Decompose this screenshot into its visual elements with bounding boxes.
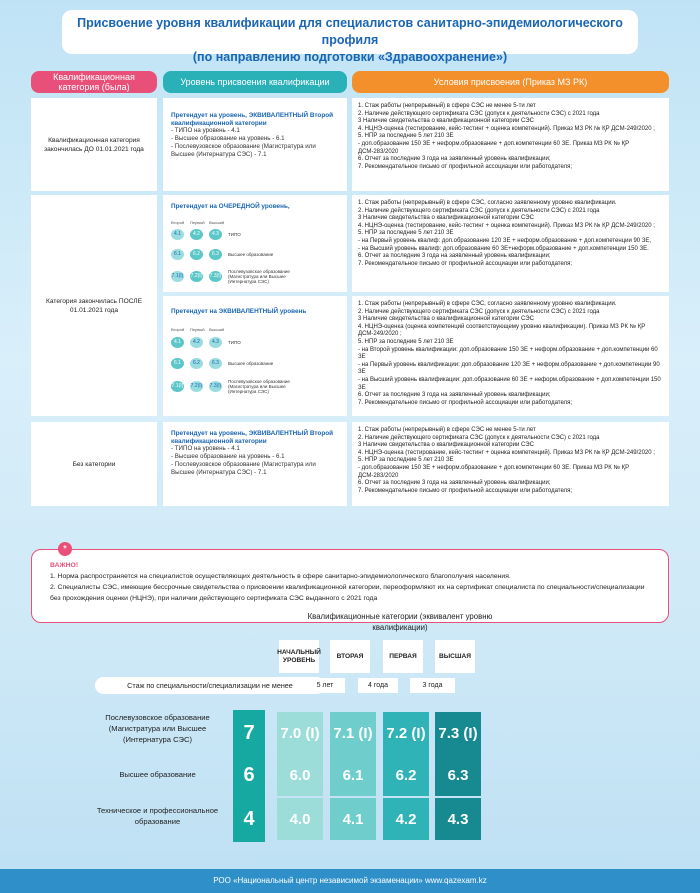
row1-level-title: Претендует на уровень, ЭКВИВАЛЕНТНЫЙ Второй квалификационной категории — [171, 112, 334, 127]
mini-dot: 6.1 — [171, 249, 184, 260]
mini-row — [171, 249, 339, 260]
mini-dot: 6.3 — [209, 358, 222, 369]
mini-dot: 6.2 — [190, 249, 203, 260]
mini-header-col: Высший — [209, 326, 225, 332]
matrix-cell: 4.1 — [330, 798, 376, 840]
row2-level-equiv — [163, 296, 347, 416]
header-conditions: Условия присвоения (Приказ МЗ РК) — [352, 71, 669, 93]
mini-header-col: Первый — [190, 219, 205, 225]
header-level: Уровень присвоения квалификации — [163, 71, 347, 93]
mini-row — [171, 358, 339, 369]
mini-dot: 7.2(I) — [190, 271, 203, 282]
row3-level-title: Претендует на уровень, ЭКВИВАЛЕНТНЫЙ Второй квалификационной категории — [171, 430, 334, 445]
mini-header-col: Второй — [171, 326, 185, 332]
level-badge: 7 — [233, 710, 265, 756]
stage-label: Стаж по специальности/специализации не менее — [95, 677, 325, 694]
mini-label: ТИПО — [228, 232, 241, 238]
row3-level-item: - Высшее образование на уровень - 6.1 — [171, 453, 285, 461]
note-heading: ВАЖНО! — [50, 562, 79, 569]
matrix-cell: 6.1 — [330, 754, 376, 796]
row3-level — [163, 422, 347, 506]
col-header-initial: НАЧАЛЬНЫЙ УРОВЕНЬ — [279, 640, 319, 673]
page-title — [62, 10, 638, 64]
years-badge: 3 года — [410, 678, 455, 693]
row3-level-item: - ТИПО на уровень - 4.1 — [171, 445, 240, 453]
matrix-cell: 6.2 — [383, 754, 429, 796]
mini-row — [171, 269, 339, 284]
mini-dot: 4.3 — [209, 229, 222, 240]
header-category: Квалификационная категория (была) — [31, 71, 157, 93]
row2-next-title: Претендует на ОЧЕРЕДНОЙ уровень, — [171, 203, 290, 210]
row1-conditions: 1. Стаж работы (непрерывный) в сфере СЭС не менее 5-ти лет 2. Наличие действующего сертификата СЭС (допуск к деятельности СЭС) с 2021 года 3 Наличие свидетельства о квалификационной категории СЭС 4. НЦНЭ-оценка (тестирование, кейс-тестинг + оценка компетенций). Приказ МЗ РК № ҚР ДСМ-249/2020 ; 5. НПР за последние 5 лет 210 ЗЕ - доп.образование 150 ЗЕ + неформ.образование + доп.компетенции 60 ЗЕ. Приказ МЗ РК № ҚР ДСМ-283/2020 6. Отчет за последние 3 года на заявленный уровень квалификации; 7. Рекомендательное письмо от профильной ассоциации или работодателя; — [352, 98, 669, 191]
row1-level — [163, 98, 347, 191]
row2-category — [31, 195, 157, 416]
matrix-cell: 4.0 — [277, 798, 323, 840]
mini-dot: 7.3(I) — [209, 381, 222, 392]
row3-level-item: - Послевузовское образование (Магистратура или Высшее (Интернатура СЭС) - 7.1 — [171, 461, 316, 477]
matrix-cell: 6.0 — [277, 754, 323, 796]
mini-label: Высшее образование — [228, 252, 274, 258]
row1-category-text: Квалификационная категория закончилась ДО 01.01.2021 года — [44, 136, 144, 153]
row1-category — [31, 98, 157, 191]
col-header-second: ВТОРАЯ — [330, 640, 370, 673]
mini-dot: 4.1 — [171, 229, 184, 240]
row2-level-next — [163, 195, 347, 292]
note-paragraph-2: 2. Специалисты СЭС, имеющие бессрочные свидетельства о присвоении квалификационной категории, переоформляют их на сертификат специалиста по специальности/специализации без прохождения оценки (НЦНЭ), при наличии действующего сертификата СЭС выданного с 2021 года — [50, 584, 645, 602]
mini-dot: 4.1 — [171, 337, 184, 348]
mini-header — [171, 219, 339, 227]
mini-header-col: Высший — [209, 219, 225, 225]
matrix-cell: 6.3 — [435, 754, 481, 796]
level-badge: 4 — [233, 796, 265, 842]
matrix-row-label: Техническое и профессиональное образование — [96, 806, 219, 826]
matrix-cell: 4.3 — [435, 798, 481, 840]
mini-dot: 7.2(I) — [190, 381, 203, 392]
asterisk-icon: * — [58, 542, 72, 556]
mini-label: ТИПО — [228, 340, 241, 346]
mini-label: Послевузовское образование (Магистратура или Высшее (Интернатура СЭС) — [228, 269, 290, 285]
mini-dot: 7.1(I) — [171, 381, 184, 392]
row2-category-text: Категория закончилась ПОСЛЕ 01.01.2021 года — [46, 297, 142, 314]
mini-dot: 6.1 — [171, 358, 184, 369]
col-header-highest: ВЫСШАЯ — [435, 640, 475, 673]
years-badge: 5 лет — [305, 678, 345, 693]
mini-row — [171, 229, 339, 240]
row3-category — [31, 422, 157, 506]
title-line-1: Присвоение уровня квалификации для специалистов санитарно-эпидемиологического профиля — [77, 16, 623, 47]
note-paragraph-1: 1. Норма распространяется на специалистов осуществляющих деятельность в сфере санитарно-эпидемиологического благополучия населения. — [50, 573, 511, 580]
row2-next-conditions: 1. Стаж работы (непрерывный) в сфере СЭС, согласно заявленному уровню квалификации. 2. Наличие действующего сертификата СЭС (допуск к деятельности СЭС) с 2021 года 3 Наличие свидетельства о квалификационной категории СЭС 4. НЦНЭ-оценка (тестирование, кейс-тестинг + оценка компетенций). Приказ МЗ РК № ҚР ДСМ-249/2020 ; 5. НПР за последние 5 лет 210 ЗЕ - на Первый уровень квалиф: доп.образование 120 ЗЕ + неформ.образование + доп.компетенции 90 ЗЕ, - на Высший уровень квалиф: доп.образование 60 ЗЕ+неформ.образование + доп.компетенции 150 ЗЕ. 6. Отчет за последние 3 года на заявленный уровень квалификации; 7. Рекомендательное письмо от профильной ассоциации или работодателя; — [352, 195, 669, 292]
mini-dot: 4.2 — [190, 337, 203, 348]
mini-header-col: Второй — [171, 219, 185, 225]
mini-label: Послевузовское образование (Магистратура или Высшее (Интернатура СЭС) — [228, 379, 290, 395]
row1-level-item: - ТИПО на уровень - 4.1 — [171, 127, 240, 135]
mini-dot: 4.2 — [190, 229, 203, 240]
row1-level-item: - Послевузовское образование (Магистратура или Высшее (Интернатура СЭС) - 7.1 — [171, 143, 316, 159]
mini-label: Высшее образование — [228, 361, 274, 367]
matrix-row-label: Высшее образование — [119, 770, 196, 779]
matrix-cell: 7.0 (I) — [277, 712, 323, 754]
mini-dot: 7.1(I) — [171, 271, 184, 282]
row1-level-item: - Высшее образование на уровень - 6.1 — [171, 135, 285, 143]
mini-header — [171, 326, 339, 334]
row2-equiv-conditions: 1. Стаж работы (непрерывный) в сфере СЭС, согласно заявленному уровню квалификации. 2. Наличие действующего сертификата СЭС (допуск к деятельности СЭС) с 2021 года 3 Наличие свидетельства о квалификационной категории СЭС 4. НЦНЭ-оценка (оценка компетенций соответствующему уровню квалификации). Приказ МЗ РК № ҚР ДСМ-249/2020 ; 5. НПР за последние 5 лет 210 ЗЕ - на Второй уровень квалификации: доп.образование 150 ЗЕ + неформ.образование + доп.компетенции 60 ЗЕ - на Первый уровень квалификации: доп.образование 120 ЗЕ + неформ.образование + доп.компетенции 90 ЗЕ - на Высший уровень квалификации: доп.образование 60 ЗЕ + неформ.образование + доп.компетенции 150 ЗЕ 6. Отчет за последние 3 года на заявленный уровень квалификации; 7. Рекомендательное письмо от профильной ассоциации или работодателя; — [352, 296, 669, 416]
matrix-caption: Квалификационные категории (эквивалент уровню квалификации) — [307, 612, 493, 632]
level-badge: 6 — [233, 752, 265, 798]
mini-header-col: Первый — [190, 326, 205, 332]
footer: РОО «Национальный центр независимой экзаменации» www.qazexam.kz — [0, 869, 700, 893]
mini-dot: 7.3(I) — [209, 271, 222, 282]
matrix-cell: 7.2 (I) — [383, 712, 429, 754]
row2-equiv-title: Претендует на ЭКВИВАЛЕНТНЫЙ уровень — [171, 308, 307, 315]
matrix-cell: 7.3 (I) — [435, 712, 481, 754]
matrix-cell: 4.2 — [383, 798, 429, 840]
mini-dot: 6.3 — [209, 249, 222, 260]
mini-dot: 4.3 — [209, 337, 222, 348]
col-header-first: ПЕРВАЯ — [383, 640, 423, 673]
mini-row — [171, 337, 339, 348]
matrix-row-label: Послевузовское образование (Магистратура или Высшее (Интернатура СЭС) — [105, 713, 210, 744]
mini-row — [171, 379, 339, 394]
years-badge: 4 года — [358, 678, 398, 693]
matrix-cell: 7.1 (I) — [330, 712, 376, 754]
row3-category-text: Без категории — [72, 460, 116, 468]
mini-dot: 6.2 — [190, 358, 203, 369]
title-line-2: (по направлению подготовки «Здравоохранение») — [192, 50, 508, 64]
row3-conditions: 1. Стаж работы (непрерывный) в сфере СЭС не менее 5-ти лет 2. Наличие действующего сертификата СЭС (допуск к деятельности СЭС) с 2021 года 3 Наличие свидетельства о квалификационной категории СЭС 4. НЦНЭ-оценка (тестирование, кейс-тестинг + оценка компетенций). Приказ МЗ РК № ҚР ДСМ-249/2020 ; 5. НПР за последние 5 лет 210 ЗЕ - доп.образование 150 ЗЕ + неформ.образование + доп.компетенции 60 ЗЕ. Приказ МЗ РК № ҚР ДСМ-283/2020 6. Отчет за последние 3 года на заявленный уровень квалификации; 7. Рекомендательное письмо от профильной ассоциации или работодателя; — [352, 422, 669, 506]
